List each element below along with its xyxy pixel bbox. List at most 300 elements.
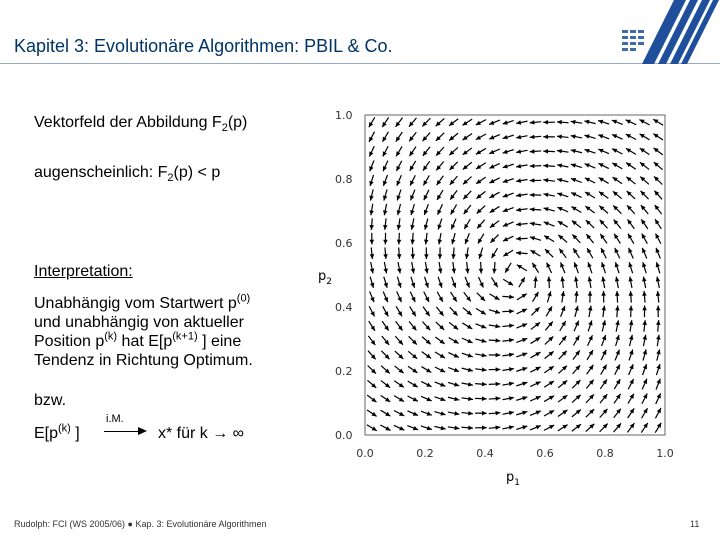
vector-arrow bbox=[369, 146, 374, 157]
vector-arrow bbox=[492, 248, 498, 258]
vector-arrow bbox=[382, 117, 388, 127]
vector-arrow bbox=[435, 367, 445, 372]
para-3-sup: (k) bbox=[104, 330, 118, 343]
vector-arrow bbox=[424, 262, 428, 273]
vector-arrow bbox=[465, 262, 470, 274]
vector-arrow bbox=[656, 233, 661, 243]
vector-arrow bbox=[394, 381, 404, 388]
vector-arrow bbox=[544, 222, 555, 227]
vector-arrow bbox=[626, 134, 636, 139]
interpretation-label: Interpretation: bbox=[34, 263, 133, 280]
vector-arrow bbox=[584, 134, 595, 138]
vector-arrow bbox=[530, 396, 541, 401]
vector-arrow bbox=[475, 353, 486, 357]
vector-arrow bbox=[530, 193, 542, 198]
vector-arrow bbox=[475, 382, 487, 387]
vector-arrow bbox=[437, 176, 444, 185]
vector-arrow bbox=[461, 426, 473, 431]
vector-arrow bbox=[574, 321, 579, 332]
vector-arrow bbox=[572, 410, 581, 417]
vector-arrow bbox=[383, 146, 388, 156]
vector-arrow bbox=[557, 120, 569, 125]
vector-arrow bbox=[613, 191, 622, 198]
vector-arrow bbox=[489, 353, 501, 358]
vector-arrow bbox=[614, 220, 621, 229]
observation-line bbox=[34, 163, 221, 185]
vector-arrow bbox=[465, 233, 470, 244]
vector-arrow bbox=[628, 234, 634, 244]
vector-arrow bbox=[516, 120, 527, 124]
vector-arrow bbox=[502, 338, 513, 342]
vector-arrow bbox=[640, 177, 649, 185]
vector-arrow bbox=[462, 323, 472, 329]
vector-arrow bbox=[452, 262, 456, 273]
vector-arrow bbox=[626, 120, 637, 125]
vector-arrow bbox=[572, 380, 580, 388]
vector-arrow bbox=[655, 219, 661, 229]
vector-arrow bbox=[384, 277, 388, 288]
vector-arrow bbox=[383, 218, 388, 230]
vector-arrow bbox=[643, 364, 648, 375]
vector-arrow bbox=[615, 277, 619, 288]
x-axis-label: $p_1$ bbox=[506, 470, 520, 488]
vector-arrow bbox=[397, 204, 401, 215]
vector-arrow bbox=[629, 306, 634, 318]
y-axis-label: $p_2$ bbox=[318, 269, 332, 287]
vector-arrow bbox=[543, 120, 555, 125]
vector-arrow bbox=[410, 204, 414, 215]
vector-arrow bbox=[503, 279, 513, 285]
vector-arrow bbox=[421, 396, 432, 401]
vector-arrow bbox=[530, 352, 540, 358]
vector-arrow bbox=[516, 367, 527, 371]
vector-arrow bbox=[601, 291, 606, 303]
vector-arrow bbox=[424, 247, 429, 259]
vector-arrow bbox=[613, 205, 621, 213]
vector-arrow bbox=[626, 177, 635, 184]
vector-arrow bbox=[408, 366, 417, 373]
vector-arrow bbox=[615, 291, 620, 303]
vector-arrow bbox=[588, 306, 592, 317]
vector-arrow bbox=[423, 147, 430, 156]
vector-arrow bbox=[516, 207, 527, 211]
vector-arrow bbox=[642, 262, 646, 273]
vector-arrow bbox=[642, 408, 648, 418]
heading-subscript: 2 bbox=[221, 122, 228, 135]
vector-arrow bbox=[572, 221, 581, 228]
y-tick-label: 0.6 bbox=[335, 237, 353, 250]
vector-arrow bbox=[640, 162, 649, 169]
vector-arrow bbox=[612, 163, 622, 169]
vector-arrow bbox=[397, 233, 402, 245]
vector-arrow bbox=[478, 234, 484, 244]
vector-arrow bbox=[615, 350, 620, 361]
vector-arrow bbox=[643, 349, 647, 360]
vector-arrow bbox=[530, 164, 542, 169]
vector-arrow bbox=[449, 322, 458, 329]
vector-arrow bbox=[587, 248, 593, 258]
vector-arrow bbox=[642, 291, 647, 303]
vector-arrow bbox=[435, 382, 446, 387]
vector-arrow bbox=[424, 218, 428, 229]
vector-arrow bbox=[586, 220, 594, 228]
x-tick-label: 0.4 bbox=[476, 447, 494, 460]
vector-arrow bbox=[626, 163, 636, 170]
vector-arrow bbox=[517, 294, 527, 300]
vector-arrow bbox=[424, 204, 429, 215]
vector-arrow bbox=[382, 132, 388, 142]
title-divider bbox=[0, 63, 720, 64]
vector-arrow bbox=[626, 148, 636, 154]
vector-arrow bbox=[627, 423, 634, 432]
vector-arrow bbox=[503, 179, 514, 183]
vector-arrow bbox=[530, 236, 541, 240]
vector-arrow bbox=[436, 133, 444, 141]
vector-arrow bbox=[421, 411, 432, 416]
vector-arrow bbox=[530, 367, 540, 372]
vector-arrow bbox=[407, 426, 418, 431]
vector-arrow bbox=[516, 396, 527, 400]
vector-arrow bbox=[544, 410, 554, 416]
vector-arrow bbox=[462, 134, 472, 141]
vector-arrow bbox=[489, 310, 500, 314]
vector-arrow bbox=[410, 233, 415, 245]
vector-arrow bbox=[629, 320, 633, 331]
limit-left bbox=[34, 424, 80, 443]
vector-arrow bbox=[411, 247, 416, 259]
vector-arrow bbox=[383, 306, 389, 316]
vector-arrow bbox=[396, 132, 403, 142]
vector-arrow bbox=[601, 277, 605, 288]
vector-arrow bbox=[543, 178, 555, 183]
vector-arrow bbox=[615, 306, 620, 318]
vector-arrow bbox=[462, 368, 473, 372]
vector-arrow bbox=[465, 277, 470, 288]
vector-arrow bbox=[557, 163, 568, 167]
heading-suffix: (p) bbox=[227, 114, 248, 131]
y-tick-label: 0.0 bbox=[335, 429, 353, 442]
vector-arrow bbox=[560, 321, 566, 331]
vector-arrow bbox=[397, 190, 401, 201]
vector-arrow bbox=[643, 335, 647, 346]
vector-arrow bbox=[600, 234, 607, 243]
vector-arrow bbox=[656, 320, 661, 332]
vector-arrow bbox=[422, 118, 430, 126]
vector-arrow bbox=[585, 192, 595, 198]
vector-arrow bbox=[490, 235, 498, 243]
vector-arrow bbox=[588, 277, 592, 288]
vector-arrow bbox=[475, 425, 487, 430]
limit-left-close: ] bbox=[70, 425, 80, 442]
vector-arrow bbox=[451, 219, 456, 230]
vector-arrow bbox=[574, 262, 579, 273]
vector-arrow bbox=[381, 381, 390, 388]
vector-arrow bbox=[463, 148, 472, 155]
vector-arrow bbox=[490, 294, 500, 300]
vector-arrow bbox=[502, 382, 513, 386]
vector-arrow bbox=[489, 396, 501, 401]
vector-arrow bbox=[615, 320, 619, 331]
vector-arrow bbox=[557, 207, 568, 212]
vector-arrow bbox=[368, 336, 375, 345]
vector-arrow bbox=[533, 276, 538, 288]
vector-arrow bbox=[654, 176, 662, 184]
plot-frame bbox=[365, 115, 665, 435]
para-1-sup: (0) bbox=[236, 292, 251, 305]
vector-arrow bbox=[655, 408, 660, 418]
vector-arrow bbox=[397, 247, 402, 259]
x-tick-labels bbox=[356, 447, 674, 460]
vector-arrow bbox=[463, 308, 472, 316]
vector-arrow bbox=[516, 251, 528, 256]
vector-arrow bbox=[601, 262, 605, 273]
vector-arrow bbox=[585, 149, 596, 153]
vector-arrow bbox=[410, 161, 416, 171]
vector-arrow bbox=[369, 306, 374, 316]
vector-arrow bbox=[628, 394, 634, 404]
vector-arrow bbox=[600, 424, 608, 432]
vector-arrow bbox=[571, 192, 581, 197]
vector-arrow bbox=[598, 134, 609, 139]
vector-arrow bbox=[516, 222, 528, 227]
vector-arrow bbox=[602, 335, 607, 346]
vector-arrow bbox=[369, 204, 373, 215]
vector-arrow bbox=[489, 149, 500, 154]
vector-arrow bbox=[547, 262, 552, 272]
para-3c: ] eine bbox=[197, 333, 242, 350]
x-tick-label: 0.0 bbox=[356, 447, 374, 460]
vector-arrow bbox=[574, 277, 578, 288]
vector-arrow bbox=[600, 394, 607, 403]
vector-arrow bbox=[396, 321, 403, 330]
vector-arrow bbox=[383, 175, 388, 186]
vector-arrow bbox=[640, 148, 650, 155]
vector-arrow bbox=[530, 222, 541, 226]
vector-arrow bbox=[503, 120, 514, 124]
vector-arrow bbox=[558, 366, 567, 374]
vector-arrow bbox=[544, 381, 554, 387]
vector-arrow bbox=[476, 308, 486, 314]
vector-arrow bbox=[656, 379, 661, 390]
observation-subscript: 2 bbox=[167, 172, 174, 185]
vector-arrow bbox=[543, 193, 554, 197]
vector-arrow bbox=[437, 292, 443, 302]
vector-arrow bbox=[614, 423, 622, 432]
vector-arrow bbox=[421, 381, 431, 386]
vector-arrow bbox=[544, 236, 554, 242]
vector-arrow bbox=[367, 410, 377, 416]
vector-arrow bbox=[369, 117, 375, 127]
vector-arrow bbox=[627, 205, 635, 214]
vector-arrow bbox=[383, 189, 387, 200]
limit-left-sup: (k) bbox=[58, 422, 71, 435]
vector-arrow bbox=[489, 367, 501, 372]
vector-arrow bbox=[516, 178, 527, 182]
vector-arrow bbox=[627, 191, 635, 199]
vector-arrow bbox=[628, 379, 633, 389]
vector-arrow bbox=[587, 365, 594, 374]
vector-arrow bbox=[587, 262, 591, 273]
vector-arrow bbox=[462, 119, 472, 125]
vector-arrow bbox=[561, 306, 566, 317]
vector-arrow bbox=[656, 306, 661, 318]
vector-arrow bbox=[381, 366, 390, 374]
vector-arrow bbox=[435, 397, 446, 401]
vector-arrow bbox=[421, 426, 432, 430]
vector-arrow bbox=[448, 382, 459, 386]
vector-arrow bbox=[614, 394, 621, 404]
vector-arrow bbox=[436, 307, 443, 316]
vector-arrow bbox=[408, 396, 418, 401]
vector-arrow bbox=[438, 219, 442, 230]
para-line-2: und unabhängig von aktueller bbox=[34, 314, 244, 331]
x-tick-label: 1.0 bbox=[656, 447, 674, 460]
vector-arrow bbox=[530, 250, 540, 256]
vector-arrow bbox=[383, 262, 387, 273]
vector-arrow bbox=[395, 336, 403, 345]
vector-arrow bbox=[475, 396, 487, 401]
vector-arrow bbox=[423, 307, 430, 316]
vector-arrow bbox=[628, 408, 635, 418]
vector-arrow bbox=[558, 395, 567, 402]
vector-arrow bbox=[381, 351, 389, 359]
vector-arrow bbox=[598, 120, 609, 124]
vector-arrow bbox=[451, 247, 456, 259]
vector-arrow bbox=[655, 423, 661, 433]
vector-arrow bbox=[516, 338, 527, 343]
vector-arrow bbox=[530, 120, 542, 125]
vector-arrow bbox=[642, 379, 647, 390]
vector-arrow bbox=[654, 148, 663, 155]
vector-arrow bbox=[516, 323, 527, 328]
vector-arrow bbox=[586, 380, 593, 389]
vector-arrow bbox=[463, 191, 471, 199]
vector-arrow bbox=[614, 379, 620, 389]
para-line-4: Tendenz in Richtung Optimum. bbox=[34, 352, 253, 369]
vector-arrow bbox=[463, 177, 472, 185]
vector-arrow bbox=[560, 277, 565, 289]
vector-arrow bbox=[411, 277, 415, 288]
vector-arrow bbox=[424, 190, 429, 200]
vector-arrow bbox=[531, 307, 539, 315]
vector-arrow bbox=[475, 339, 486, 343]
vector-arrow bbox=[382, 336, 389, 345]
vector-arrow bbox=[435, 352, 445, 358]
y-tick-labels bbox=[335, 109, 353, 442]
vector-arrow bbox=[503, 193, 514, 197]
vector-arrow bbox=[558, 221, 568, 227]
vector-arrow bbox=[489, 338, 501, 343]
vector-arrow bbox=[383, 291, 388, 302]
vector-arrow bbox=[587, 350, 593, 360]
vector-arrow bbox=[601, 350, 606, 360]
vector-arrow bbox=[599, 206, 608, 214]
vector-arrow bbox=[449, 133, 458, 140]
vector-arrow bbox=[396, 306, 402, 316]
vector-arrow bbox=[588, 291, 593, 303]
vector-arrow bbox=[642, 394, 647, 404]
vector-arrow bbox=[489, 382, 501, 387]
vector-arrow bbox=[436, 161, 443, 170]
vector-arrow bbox=[545, 249, 553, 257]
vector-arrow bbox=[519, 277, 525, 287]
vector-arrow bbox=[492, 262, 497, 274]
vector-arrow bbox=[369, 132, 374, 142]
vector-arrow bbox=[628, 262, 632, 273]
vector-arrow bbox=[397, 292, 402, 303]
vector-arrow bbox=[437, 204, 442, 214]
vector-arrow bbox=[451, 205, 457, 215]
vector-arrow bbox=[463, 162, 472, 169]
interpretation-paragraph bbox=[34, 294, 304, 370]
vector-arrow bbox=[397, 175, 402, 186]
vector-arrow bbox=[477, 206, 485, 214]
vector-arrow bbox=[543, 149, 555, 154]
vector-arrow bbox=[642, 248, 647, 259]
vector-arrow bbox=[475, 411, 487, 416]
vector-arrow bbox=[656, 262, 660, 273]
vector-arrow bbox=[436, 118, 445, 126]
vector-arrow bbox=[394, 425, 405, 430]
vector-arrow bbox=[450, 162, 458, 170]
vector-field-chart bbox=[310, 100, 690, 495]
vector-arrow bbox=[558, 425, 568, 431]
vector-arrow bbox=[654, 191, 662, 200]
vector-arrow bbox=[641, 423, 647, 433]
vector-arrow bbox=[571, 149, 582, 153]
vector-arrow bbox=[628, 248, 633, 259]
vector-arrow bbox=[516, 164, 527, 168]
vector-arrow bbox=[503, 222, 514, 227]
vector-arrow bbox=[547, 291, 551, 302]
vector-arrow bbox=[615, 335, 619, 346]
vector-arrow bbox=[421, 367, 431, 373]
vector-arrow bbox=[585, 163, 596, 168]
vector-arrow bbox=[370, 291, 375, 302]
vector-arrow bbox=[612, 134, 623, 139]
vector-arrow bbox=[476, 324, 487, 329]
footer-text: Rudolph: FCI (WS 2005/06) ● Kap. 3: Evolutionäre Algorithmen bbox=[14, 519, 267, 529]
vector-arrow bbox=[584, 120, 595, 124]
vector-arrow bbox=[380, 425, 390, 430]
vector-arrow bbox=[411, 262, 415, 273]
vector-arrow bbox=[368, 366, 376, 374]
vector-arrow bbox=[452, 277, 457, 288]
observation-text: augenscheinlich: F bbox=[34, 164, 168, 181]
vector-arrow bbox=[367, 395, 376, 402]
vector-arrow bbox=[448, 397, 459, 401]
vector-arrow bbox=[656, 291, 661, 303]
vector-arrow bbox=[396, 118, 403, 127]
vector-arrow bbox=[544, 396, 554, 402]
vector-arrow bbox=[422, 352, 431, 359]
vector-arrow bbox=[586, 234, 593, 243]
vector-arrow bbox=[423, 132, 431, 141]
vector-arrow bbox=[475, 367, 487, 372]
vector-arrow bbox=[502, 324, 514, 329]
vector-arrow bbox=[641, 219, 648, 229]
vector-arrow bbox=[516, 411, 527, 415]
section-heading bbox=[34, 113, 248, 135]
vector-arrow bbox=[370, 233, 375, 245]
vector-arrow bbox=[462, 353, 473, 357]
vector-arrow bbox=[369, 189, 373, 200]
vector-arrow bbox=[477, 220, 485, 229]
vector-arrow bbox=[574, 291, 579, 303]
para-3-sup2: (k+1) bbox=[172, 330, 198, 343]
vector-arrow bbox=[656, 393, 661, 404]
vector-arrow bbox=[655, 205, 662, 214]
